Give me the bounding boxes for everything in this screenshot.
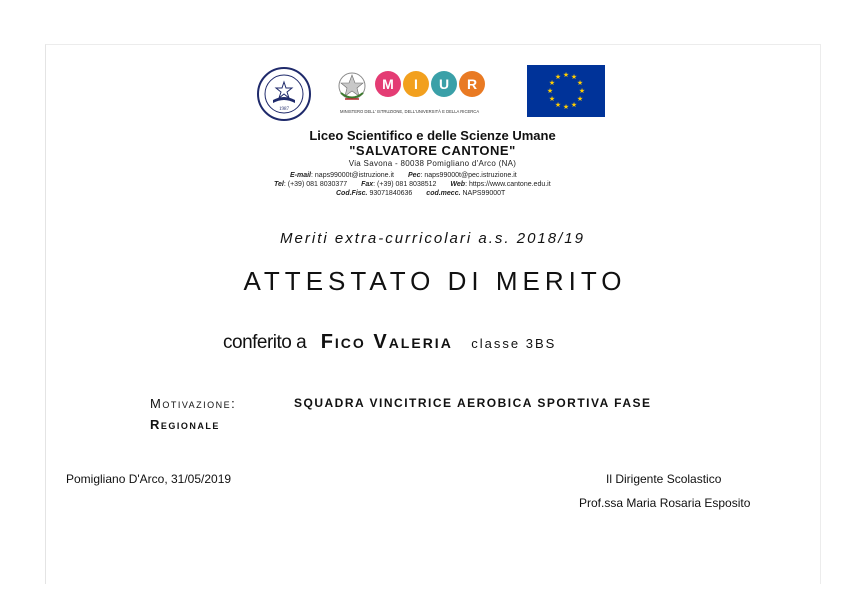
motivazione-text-line1: SQUADRA VINCITRICE AEROBICA SPORTIVA FASE	[294, 396, 652, 410]
student-name: Fico Valeria	[320, 331, 453, 353]
miur-letter-r: R	[466, 76, 478, 92]
contact-line-codes	[336, 190, 505, 197]
pec-value: : naps99000t@pec.istruzione.it	[420, 172, 517, 179]
email-label: E-mail	[290, 172, 312, 179]
certificate-subtitle: Meriti extra-curricolari a.s. 2018/19	[280, 230, 585, 247]
email-value: : naps99000t@istruzione.it	[311, 172, 395, 179]
signer-name: Prof.ssa Maria Rosaria Esposito	[579, 496, 751, 510]
fax-value: : (+39) 081 8038512	[373, 181, 437, 188]
svg-text:★: ★	[576, 79, 584, 87]
svg-text:★: ★	[548, 95, 556, 103]
place-date: Pomigliano D'Arco, 31/05/2019	[66, 472, 232, 486]
conferito-label: conferito a	[223, 332, 307, 353]
svg-text:★: ★	[554, 73, 562, 81]
school-address: Via Savona - 80038 Pomigliano d'Arco (NA)	[348, 159, 517, 168]
seal-year: 1987	[279, 107, 289, 112]
web-value: : https://www.cantone.edu.it	[465, 181, 551, 188]
codmecc-label: cod.mecc.	[426, 190, 461, 197]
tel-label: Tel	[274, 181, 284, 188]
miur-letter-u: U	[438, 76, 450, 92]
contact-line-phone	[274, 181, 551, 188]
school-name: Liceo Scientifico e delle Scienze Umane	[309, 128, 556, 143]
motivazione-label: Motivazione:	[150, 396, 237, 411]
school-seal-logo	[256, 66, 312, 122]
codmecc-value: NAPS99000T	[460, 190, 506, 197]
svg-text:★: ★	[570, 101, 578, 109]
contact-line-email	[290, 172, 517, 179]
svg-text:★: ★	[548, 79, 556, 87]
codfisc-value: 93071840636	[367, 190, 413, 197]
pec-label: Pec	[408, 172, 421, 179]
recipient-line	[223, 331, 556, 354]
school-subtitle: "SALVATORE CANTONE"	[349, 143, 516, 158]
svg-text:★: ★	[546, 87, 554, 95]
svg-text:★: ★	[562, 103, 570, 111]
student-class: classe 3BS	[471, 336, 557, 351]
miur-logo	[336, 66, 500, 118]
fax-label: Fax	[361, 181, 374, 188]
miur-letter-i: I	[414, 76, 418, 92]
motivazione-text-line2: Regionale	[150, 417, 220, 432]
svg-text:★: ★	[562, 71, 570, 79]
signer-role: Il Dirigente Scolastico	[606, 472, 722, 486]
tel-value: : (+39) 081 8030377	[283, 181, 348, 188]
svg-text:★: ★	[576, 95, 584, 103]
eu-flag-logo	[527, 65, 605, 117]
svg-text:★: ★	[578, 87, 586, 95]
miur-caption: MINISTERO DELL' ISTRUZIONE, DELL'UNIVERSITÀ E DELLA RICERCA	[340, 109, 480, 114]
svg-text:★: ★	[570, 73, 578, 81]
certificate-title: ATTESTATO DI MERITO	[243, 266, 627, 296]
svg-text:★: ★	[554, 101, 562, 109]
codfisc-label: Cod.Fisc.	[336, 190, 368, 197]
miur-letter-m: M	[382, 76, 394, 92]
web-label: Web	[450, 181, 466, 188]
